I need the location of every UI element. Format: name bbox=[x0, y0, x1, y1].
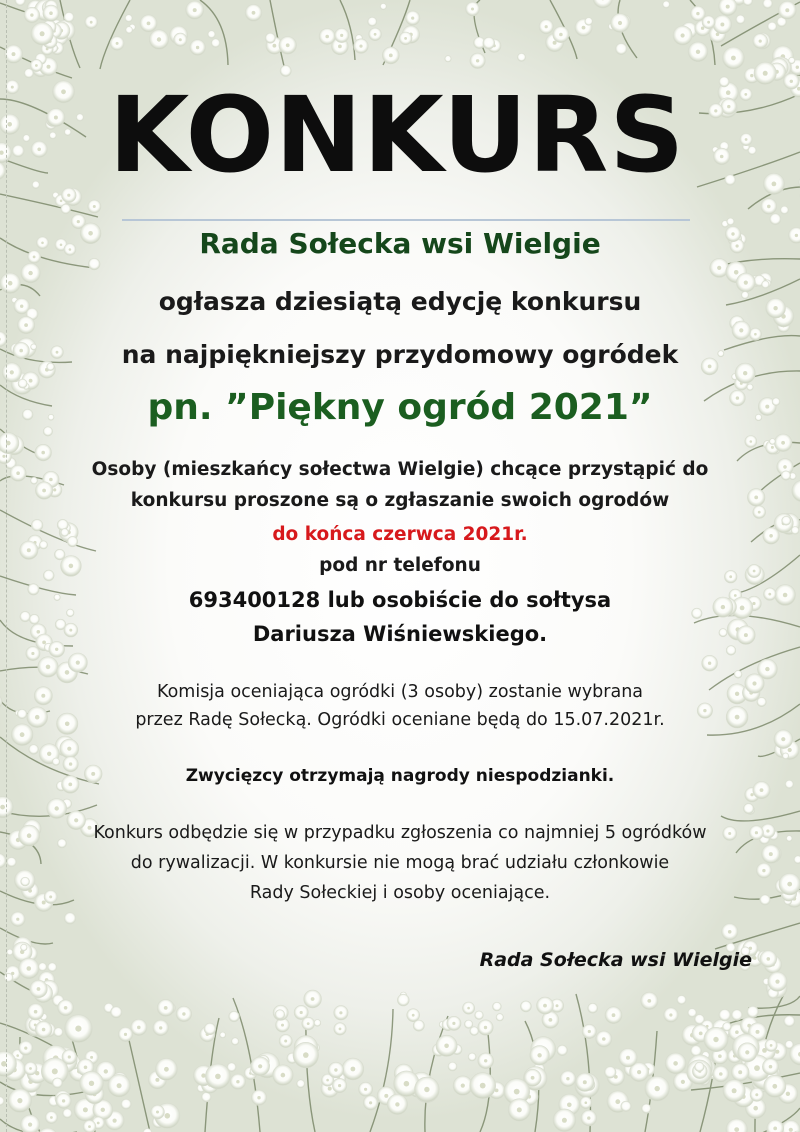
condition-line-1: Konkurs odbędzie się w przypadku zgłoszenia co najmniej 5 ogródków bbox=[93, 823, 707, 843]
blossom-icon bbox=[37, 1128, 58, 1132]
blossom-icon bbox=[275, 1010, 285, 1020]
blossom-icon bbox=[38, 963, 46, 971]
blossom-center-icon bbox=[696, 12, 699, 15]
blossom-center-icon bbox=[29, 1067, 32, 1070]
blossom-center-icon bbox=[89, 1081, 94, 1086]
blossom-icon bbox=[211, 39, 220, 48]
blossom-icon bbox=[784, 1016, 795, 1027]
blossom-icon bbox=[493, 1002, 502, 1011]
blossom-icon bbox=[789, 57, 795, 63]
blossom-center-icon bbox=[514, 1089, 520, 1095]
blossom-icon bbox=[15, 0, 25, 6]
blossom-center-icon bbox=[41, 451, 45, 455]
blossom-icon bbox=[593, 0, 613, 8]
blossom-center-icon bbox=[159, 1026, 162, 1029]
blossom-center-icon bbox=[303, 1052, 309, 1058]
blossom-center-icon bbox=[236, 1080, 239, 1083]
blossom-center-icon bbox=[0, 805, 5, 810]
blossom-center-icon bbox=[257, 1096, 260, 1099]
blossom-center-icon bbox=[334, 1068, 337, 1071]
blossom-center-icon bbox=[307, 1022, 310, 1025]
blossom-center-icon bbox=[404, 37, 407, 40]
blossom-center-icon bbox=[582, 26, 586, 30]
blossom-center-icon bbox=[364, 1088, 367, 1091]
blossom-center-icon bbox=[137, 1026, 141, 1030]
blossom-center-icon bbox=[556, 1004, 559, 1007]
blossom-center-icon bbox=[16, 918, 19, 921]
blossom-center-icon bbox=[567, 1103, 572, 1108]
blossom-icon bbox=[445, 56, 451, 62]
blossom-center-icon bbox=[28, 271, 32, 275]
blossom-icon bbox=[475, 1011, 484, 1020]
blossom-center-icon bbox=[65, 670, 70, 675]
blossom-icon bbox=[64, 12, 74, 22]
blossom-center-icon bbox=[796, 66, 799, 69]
committee-line-1: Komisja oceniająca ogródki (3 osoby) zostanie wybrana bbox=[156, 682, 644, 702]
blossom-center-icon bbox=[562, 1118, 567, 1123]
blossom-center-icon bbox=[588, 1030, 591, 1033]
blossom-center-icon bbox=[612, 1013, 616, 1017]
blossom-center-icon bbox=[626, 1056, 630, 1060]
blossom-icon bbox=[125, 15, 132, 22]
deadline-text: do końca czerwca 2021r. bbox=[272, 524, 528, 545]
blossom-center-icon bbox=[34, 1010, 38, 1014]
blossom-center-icon bbox=[587, 1116, 590, 1119]
stem-icon bbox=[306, 1015, 315, 1132]
blossom-center-icon bbox=[615, 1099, 620, 1104]
blossom-center-icon bbox=[374, 33, 377, 36]
blossom-center-icon bbox=[325, 35, 329, 39]
blossom-center-icon bbox=[717, 266, 721, 270]
blossom-center-icon bbox=[759, 40, 762, 43]
prizes-text: Zwycięzcy otrzymają nagrody niespodzianki. bbox=[185, 766, 615, 786]
blossom-center-icon bbox=[311, 997, 315, 1001]
blossom-center-icon bbox=[537, 1053, 541, 1057]
blossom-center-icon bbox=[647, 999, 651, 1003]
blossom-icon bbox=[736, 15, 745, 24]
blossom-icon bbox=[727, 218, 734, 225]
blossom-center-icon bbox=[258, 1064, 262, 1068]
blossom-icon bbox=[64, 913, 76, 925]
blossom-icon bbox=[54, 1028, 63, 1037]
blossom-center-icon bbox=[75, 1026, 81, 1032]
blossom-center-icon bbox=[104, 1069, 108, 1073]
blossom-center-icon bbox=[754, 333, 757, 336]
blossom-center-icon bbox=[765, 667, 769, 671]
blossom-center-icon bbox=[52, 1068, 58, 1074]
blossom-icon bbox=[496, 1014, 503, 1021]
blossom-center-icon bbox=[46, 665, 51, 670]
blossom-icon bbox=[616, 43, 627, 54]
blossom-center-icon bbox=[753, 1106, 758, 1111]
blossom-icon bbox=[297, 1080, 305, 1088]
blossom-center-icon bbox=[681, 1080, 685, 1084]
blossom-center-icon bbox=[97, 1122, 100, 1125]
blossom-center-icon bbox=[476, 59, 479, 62]
blossom-center-icon bbox=[739, 328, 743, 332]
blossom-icon bbox=[63, 1109, 72, 1118]
blossom-center-icon bbox=[182, 1012, 185, 1015]
blossom-icon bbox=[111, 1007, 122, 1018]
blossom-center-icon bbox=[30, 13, 33, 16]
blossom-icon bbox=[588, 1003, 598, 1013]
blossom-icon bbox=[220, 1032, 226, 1038]
blossom-icon bbox=[768, 22, 777, 31]
blossom-icon bbox=[780, 206, 788, 214]
blossom-icon bbox=[734, 670, 742, 678]
blossom-center-icon bbox=[90, 1056, 93, 1059]
blossom-center-icon bbox=[750, 440, 753, 443]
blossom-center-icon bbox=[20, 732, 25, 737]
blossom-center-icon bbox=[734, 270, 739, 275]
committee-line-2: przez Radę Sołecką. Ogródki oceniane będą do 15.07.2021r. bbox=[135, 710, 665, 730]
blossom-center-icon bbox=[300, 1011, 303, 1014]
blossom-center-icon bbox=[47, 65, 51, 69]
blossom-center-icon bbox=[786, 1092, 790, 1096]
blossom-icon bbox=[231, 1038, 238, 1045]
blossom-center-icon bbox=[252, 11, 256, 15]
blossom-center-icon bbox=[531, 1076, 535, 1080]
condition-line-2: do rywalizacji. W konkursie nie mogą brać udziału członkowie bbox=[130, 853, 670, 873]
blossom-icon bbox=[763, 0, 773, 9]
blossom-center-icon bbox=[735, 1030, 739, 1034]
blossom-center-icon bbox=[559, 33, 563, 37]
blossom-center-icon bbox=[117, 1083, 122, 1088]
blossom-center-icon bbox=[424, 1087, 429, 1092]
announcement-line-1: ogłasza dziesiątą edycję konkursu bbox=[158, 287, 642, 316]
blossom-center-icon bbox=[77, 220, 80, 223]
stem-icon bbox=[0, 194, 98, 217]
contest-name: pn. ”Piękny ogród 2021” bbox=[147, 387, 653, 428]
blossom-icon bbox=[747, 1006, 759, 1018]
blossom-icon bbox=[520, 1001, 531, 1012]
blossom-center-icon bbox=[602, 1037, 606, 1041]
blossom-icon bbox=[517, 53, 525, 61]
blossom-center-icon bbox=[745, 1050, 749, 1054]
blossom-icon bbox=[126, 27, 133, 34]
blossom-center-icon bbox=[452, 1022, 455, 1025]
blossom-icon bbox=[121, 1099, 131, 1109]
blossom-center-icon bbox=[62, 1099, 65, 1102]
blossom-center-icon bbox=[31, 652, 34, 655]
blossom-center-icon bbox=[64, 1006, 68, 1010]
blossom-icon bbox=[470, 1027, 479, 1036]
blossom-center-icon bbox=[116, 42, 119, 45]
blossom-icon bbox=[688, 1008, 697, 1017]
blossom-center-icon bbox=[351, 1067, 356, 1072]
blossom-center-icon bbox=[389, 54, 393, 58]
blossom-center-icon bbox=[731, 56, 736, 61]
blossom-center-icon bbox=[771, 446, 774, 449]
blossom-center-icon bbox=[726, 5, 730, 9]
blossom-center-icon bbox=[769, 1065, 773, 1069]
stem-icon bbox=[370, 1009, 393, 1132]
blossom-center-icon bbox=[55, 806, 59, 810]
blossom-icon bbox=[621, 1101, 631, 1111]
blossom-center-icon bbox=[461, 1084, 465, 1088]
blossom-center-icon bbox=[201, 1073, 205, 1077]
blossom-center-icon bbox=[93, 205, 96, 208]
blossom-icon bbox=[314, 1020, 321, 1027]
blossom-icon bbox=[380, 3, 386, 9]
blossom-center-icon bbox=[68, 1055, 71, 1058]
blossom-icon bbox=[448, 1062, 457, 1071]
blossom-center-icon bbox=[196, 46, 199, 49]
blossom-center-icon bbox=[728, 930, 732, 934]
signature: Rada Sołecka wsi Wielgie bbox=[479, 949, 752, 971]
blossom-center-icon bbox=[340, 34, 343, 37]
blossom-center-icon bbox=[750, 793, 753, 796]
blossom-center-icon bbox=[326, 1079, 329, 1082]
blossom-center-icon bbox=[637, 1070, 641, 1074]
blossom-center-icon bbox=[734, 1127, 739, 1132]
blossom-center-icon bbox=[545, 25, 548, 28]
blossom-center-icon bbox=[49, 11, 53, 15]
blossom-center-icon bbox=[164, 1006, 168, 1010]
blossom-center-icon bbox=[286, 43, 290, 47]
blossom-icon bbox=[48, 963, 57, 972]
blossom-center-icon bbox=[412, 1014, 415, 1017]
blossom-center-icon bbox=[155, 1078, 159, 1082]
blossom-center-icon bbox=[549, 1018, 553, 1022]
blossom-center-icon bbox=[147, 22, 151, 26]
blossom-center-icon bbox=[339, 1011, 342, 1014]
blossom-icon bbox=[464, 1020, 472, 1028]
blossom-center-icon bbox=[339, 1028, 342, 1031]
blossom-center-icon bbox=[12, 52, 16, 56]
blossom-center-icon bbox=[60, 200, 63, 203]
blossom-center-icon bbox=[395, 1102, 399, 1106]
blossom-center-icon bbox=[24, 323, 28, 327]
blossom-center-icon bbox=[788, 748, 792, 752]
blossom-center-icon bbox=[47, 752, 51, 756]
blossom-center-icon bbox=[83, 1107, 88, 1112]
invitation-line-1: Osoby (mieszkańcy sołectwa Wielgie) chcące przystąpić do bbox=[91, 459, 709, 480]
blossom-center-icon bbox=[124, 1033, 127, 1036]
blossom-center-icon bbox=[281, 1073, 286, 1078]
blossom-icon bbox=[783, 753, 789, 759]
blossom-center-icon bbox=[754, 1065, 760, 1071]
blossom-center-icon bbox=[273, 44, 277, 48]
blossom-center-icon bbox=[681, 33, 685, 37]
blossom-icon bbox=[204, 1023, 216, 1035]
invitation-line-2: konkursu proszone są o zgłaszanie swoich ogrodów bbox=[130, 490, 670, 511]
blossom-center-icon bbox=[29, 379, 33, 383]
blossom-center-icon bbox=[67, 747, 71, 751]
blossom-center-icon bbox=[708, 662, 711, 665]
blossom-icon bbox=[229, 1011, 240, 1022]
blossom-center-icon bbox=[696, 50, 700, 54]
blossom-center-icon bbox=[156, 1111, 159, 1114]
blossom-center-icon bbox=[772, 1084, 777, 1089]
stem-icon bbox=[129, 1040, 150, 1132]
blossom-icon bbox=[743, 803, 753, 813]
blossom-center-icon bbox=[404, 1081, 410, 1087]
blossom-center-icon bbox=[90, 21, 93, 24]
announcement-line-2: na najpiękniejszy przydomowy ogródek bbox=[121, 340, 679, 369]
blossom-center-icon bbox=[484, 1026, 487, 1029]
phone-contact-line: 693400128 lub osobiście do sołtysa bbox=[188, 588, 612, 612]
blossom-center-icon bbox=[328, 1087, 332, 1091]
blossom-center-icon bbox=[770, 1044, 773, 1047]
blossom-center-icon bbox=[738, 1070, 742, 1074]
blossom-center-icon bbox=[42, 1028, 46, 1032]
blossom-center-icon bbox=[284, 1040, 287, 1043]
blossom-icon bbox=[604, 1067, 616, 1079]
blossom-center-icon bbox=[767, 957, 771, 961]
blossom-center-icon bbox=[701, 27, 704, 30]
blossom-center-icon bbox=[369, 1101, 372, 1104]
blossom-center-icon bbox=[50, 1116, 53, 1119]
blossom-icon bbox=[0, 1097, 4, 1106]
blossom-center-icon bbox=[27, 966, 32, 971]
blossom-center-icon bbox=[718, 1054, 722, 1058]
blossom-center-icon bbox=[179, 38, 182, 41]
stem-icon bbox=[425, 1016, 448, 1132]
blossom-center-icon bbox=[713, 1037, 718, 1042]
blossom-icon bbox=[585, 18, 593, 26]
blossom-center-icon bbox=[719, 1072, 723, 1076]
blossom-center-icon bbox=[517, 1107, 522, 1112]
blossom-center-icon bbox=[789, 1128, 793, 1132]
blossom-center-icon bbox=[773, 1127, 777, 1131]
blossom-center-icon bbox=[444, 1044, 449, 1049]
blossom-center-icon bbox=[720, 23, 724, 27]
poster-title: KONKURS bbox=[108, 74, 686, 196]
blossom-icon bbox=[557, 1045, 568, 1056]
contact-person-name: Dariusza Wiśniewskiego. bbox=[252, 622, 548, 646]
blossom-center-icon bbox=[732, 1088, 737, 1093]
blossom-icon bbox=[483, 37, 495, 49]
blossom-center-icon bbox=[480, 1083, 486, 1089]
blossom-center-icon bbox=[543, 1004, 547, 1008]
blossom-icon bbox=[769, 439, 775, 445]
blossom-center-icon bbox=[215, 1074, 221, 1080]
stem-icon bbox=[100, 0, 130, 69]
organizer-name: Rada Sołecka wsi Wielgie bbox=[199, 227, 601, 260]
blossom-center-icon bbox=[193, 8, 197, 12]
blossom-icon bbox=[732, 1010, 743, 1021]
blossom-icon bbox=[52, 1078, 62, 1088]
condition-line-3: Rady Sołeckiej i osoby oceniające. bbox=[249, 883, 551, 903]
blossom-icon bbox=[663, 1, 670, 8]
blossom-center-icon bbox=[618, 21, 622, 25]
blossom-center-icon bbox=[583, 1080, 587, 1084]
blossom-center-icon bbox=[37, 987, 41, 991]
blossom-center-icon bbox=[411, 17, 414, 20]
blossom-center-icon bbox=[707, 21, 710, 24]
blossom-icon bbox=[143, 1128, 152, 1132]
blossom-center-icon bbox=[17, 1098, 22, 1103]
blossom-center-icon bbox=[699, 1032, 703, 1036]
phone-intro: pod nr telefonu bbox=[319, 555, 481, 576]
blossom-center-icon bbox=[338, 45, 342, 49]
blossom-icon bbox=[743, 0, 753, 6]
blossom-center-icon bbox=[84, 1066, 88, 1070]
blossom-center-icon bbox=[755, 1093, 758, 1096]
blossom-icon bbox=[642, 1104, 652, 1114]
blossom-center-icon bbox=[673, 1061, 678, 1066]
blossom-icon bbox=[719, 1009, 731, 1021]
blossom-center-icon bbox=[76, 661, 80, 665]
blossom-center-icon bbox=[359, 45, 362, 48]
blossom-icon bbox=[21, 944, 28, 951]
blossom-center-icon bbox=[655, 1086, 660, 1091]
blossom-icon bbox=[397, 994, 409, 1006]
blossom-center-icon bbox=[101, 1108, 105, 1112]
blossom-icon bbox=[61, 204, 71, 214]
blossom-icon bbox=[677, 995, 686, 1004]
blossom-center-icon bbox=[781, 441, 785, 445]
blossom-center-icon bbox=[40, 31, 45, 36]
blossom-icon bbox=[468, 1053, 476, 1061]
blossom-center-icon bbox=[669, 1013, 672, 1016]
divider-line bbox=[122, 219, 690, 221]
blossom-center-icon bbox=[781, 737, 785, 741]
blossom-center-icon bbox=[785, 8, 789, 12]
blossom-icon bbox=[7, 949, 13, 955]
blossom-icon bbox=[208, 31, 216, 39]
blossom-center-icon bbox=[165, 1113, 171, 1119]
blossom-center-icon bbox=[756, 1030, 760, 1034]
blossom-center-icon bbox=[35, 64, 38, 67]
blossom-center-icon bbox=[384, 1094, 388, 1098]
blossom-center-icon bbox=[28, 1123, 32, 1127]
blossom-center-icon bbox=[16, 1054, 19, 1057]
blossom-icon bbox=[695, 1062, 704, 1071]
blossom-center-icon bbox=[113, 1119, 117, 1123]
blossom-icon bbox=[202, 1092, 212, 1102]
blossom-center-icon bbox=[775, 980, 779, 984]
blossom-center-icon bbox=[467, 1007, 470, 1010]
blossom-icon bbox=[368, 17, 377, 26]
blossom-center-icon bbox=[767, 205, 771, 209]
blossom-center-icon bbox=[164, 1067, 169, 1072]
blossom-icon bbox=[29, 745, 39, 755]
blossom-center-icon bbox=[471, 8, 474, 11]
blossom-icon bbox=[770, 214, 781, 225]
blossom-center-icon bbox=[566, 1077, 569, 1080]
blossom-center-icon bbox=[585, 1101, 588, 1104]
blossom-icon bbox=[265, 33, 275, 43]
blossom-center-icon bbox=[484, 1059, 487, 1062]
blossom-center-icon bbox=[88, 1125, 91, 1128]
blossom-center-icon bbox=[338, 1084, 341, 1087]
blossom-center-icon bbox=[24, 1047, 27, 1050]
blossom-center-icon bbox=[157, 37, 161, 41]
blossom-center-icon bbox=[281, 1024, 284, 1027]
